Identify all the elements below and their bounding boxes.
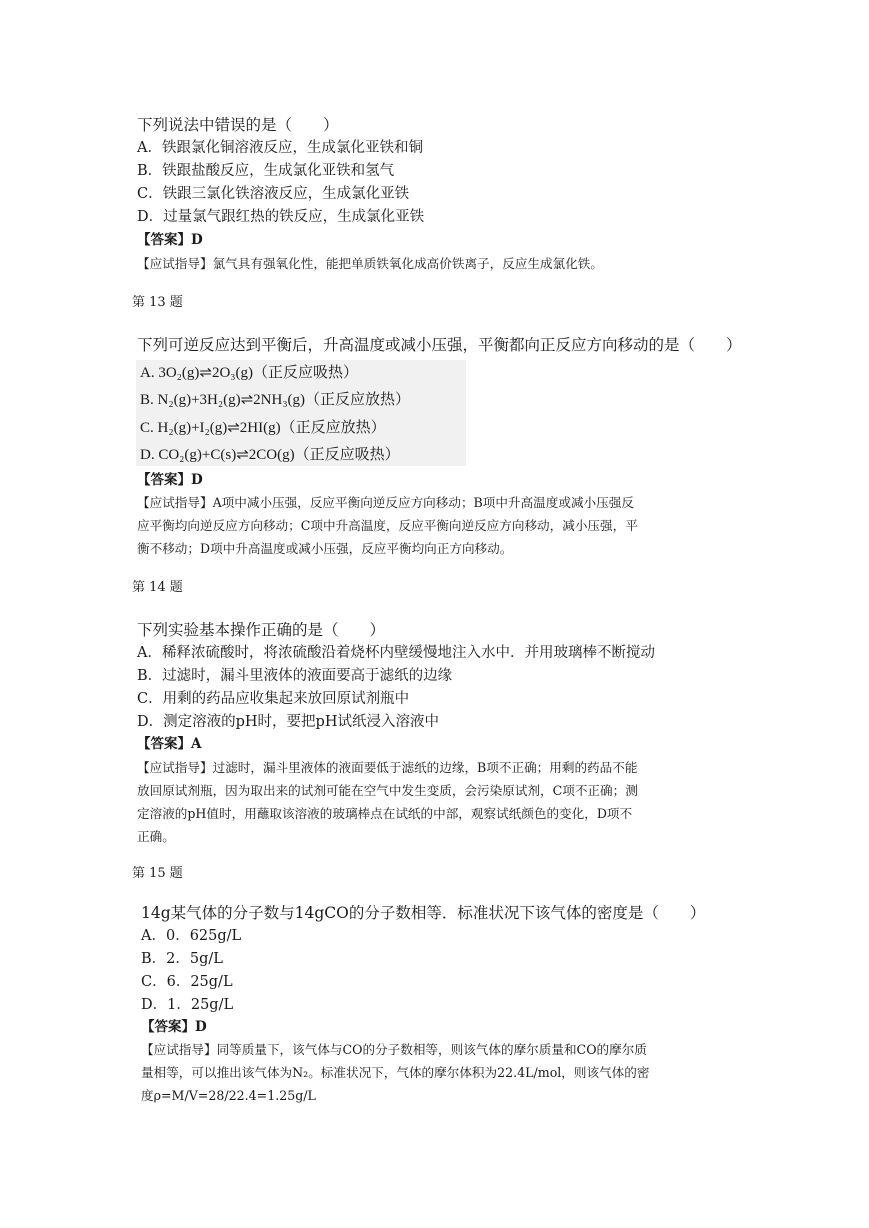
q13-guide-line: 【应试指导】A项中减小压强，反应平衡向逆反应方向移动；B项中升高温度或减小压强反 (137, 495, 634, 510)
q13-option-letter: D. (140, 447, 159, 463)
q13-option-formula: N₂(g)+3H₂(g)⇌2NH₃(g) (157, 392, 306, 408)
q14-heading: 第 14 题 (132, 580, 183, 595)
q15-option-a: A．0．625g/L (141, 928, 242, 944)
q15-guide-line: 量相等，可以推出该气体为N₂。标准状况下，气体的摩尔体积为22.4L/mol，则该气体的密 (141, 1065, 650, 1080)
q15-option-d: D．1．25g/L (141, 997, 234, 1013)
q12-option-c: C．铁跟三氯化铁溶液反应，生成氯化亚铁 (137, 186, 410, 202)
q12-option-b: B．铁跟盐酸反应，生成氯化亚铁和氢气 (137, 163, 395, 179)
q13-option-letter: B. (140, 392, 158, 408)
q15-option-b: B．2．5g/L (141, 951, 223, 967)
q14-guide-line: 【应试指导】过滤时，漏斗里液体的液面要低于滤纸的边缘，B项不正确；用剩的药品不能 (137, 760, 638, 775)
q13-option-c (140, 421, 386, 436)
q13-heading: 第 13 题 (132, 295, 183, 310)
q15-heading: 第 15 题 (132, 866, 183, 881)
q13-option-note: （正反应吸热） (294, 447, 400, 463)
q13-guide-line: 应平衡均向逆反应方向移动；C项中升高温度，反应平衡向逆反应方向移动，减小压强，平 (137, 518, 638, 533)
q13-option-formula: 3O₂(g)⇌2O₃(g) (158, 365, 254, 381)
q14-guide-line: 正确。 (137, 829, 175, 844)
q15-option-c: C．6．25g/L (141, 974, 233, 990)
q12-stem: 下列说法中错误的是（ ） (137, 116, 339, 134)
q15-stem: 14g某气体的分子数与14gCO的分子数相等．标准状况下该气体的密度是（ ） (141, 904, 706, 922)
q15-guide-line: 【应试指导】同等质量下，该气体与CO的分子数相等，则该气体的摩尔质量和CO的摩尔质 (141, 1042, 647, 1057)
q14-option-d: D．测定溶液的pH时，要把pH试纸浸入溶液中 (137, 714, 439, 730)
q13-stem: 下列可逆反应达到平衡后，升高温度或减小压强，平衡都向正反应方向移动的是（ ） (137, 336, 742, 354)
q13-option-b (140, 393, 410, 408)
q12-answer: 【答案】D (137, 232, 203, 248)
q12-option-d: D．过量氯气跟红热的铁反应，生成氯化亚铁 (137, 209, 425, 225)
q13-option-a (140, 366, 358, 381)
q14-option-b: B．过滤时，漏斗里液体的液面要高于滤纸的边缘 (137, 668, 453, 684)
q13-option-letter: A. (140, 365, 159, 381)
q13-option-note: （正反应放热） (305, 392, 411, 408)
q13-option-formula: CO₂(g)+C(s)⇌2CO(g) (158, 447, 295, 463)
q13-option-note: （正反应吸热） (253, 365, 359, 381)
q15-guide-line: 度ρ=M/V=28/22.4=1.25g/L (141, 1088, 316, 1103)
q14-option-a: A．稀释浓硫酸时，将浓硫酸沿着烧杯内壁缓慢地注入水中．并用玻璃棒不断搅动 (137, 645, 655, 661)
q14-stem: 下列实验基本操作正确的是（ ） (137, 621, 386, 639)
q13-option-formula: H₂(g)+I₂(g)⇌2HI(g) (157, 420, 281, 436)
q13-guide-line: 衡不移动；D项中升高温度或减小压强，反应平衡均向正方向移动。 (137, 541, 513, 556)
q13-option-letter: C. (140, 420, 158, 436)
q14-guide-line: 放回原试剂瓶，因为取出来的试剂可能在空气中发生变质，会污染原试剂，C项不正确；测 (137, 783, 638, 798)
q15-answer: 【答案】D (141, 1019, 207, 1035)
q14-answer: 【答案】A (137, 736, 202, 752)
q14-guide-line: 定溶液的pH值时，用蘸取该溶液的玻璃棒点在试纸的中部，观察试纸颜色的变化，D项不 (137, 806, 633, 821)
q14-option-c: C．用剩的药品应收集起来放回原试剂瓶中 (137, 691, 410, 707)
q13-option-note: （正反应放热） (280, 420, 386, 436)
q13-answer: 【答案】D (137, 472, 203, 488)
q13-option-d (140, 448, 400, 463)
q12-guide-line: 【应试指导】氯气具有强氧化性，能把单质铁氧化成高价铁离子，反应生成氯化铁。 (137, 256, 603, 271)
q12-option-a: A．铁跟氯化铜溶液反应，生成氯化亚铁和铜 (137, 140, 423, 156)
